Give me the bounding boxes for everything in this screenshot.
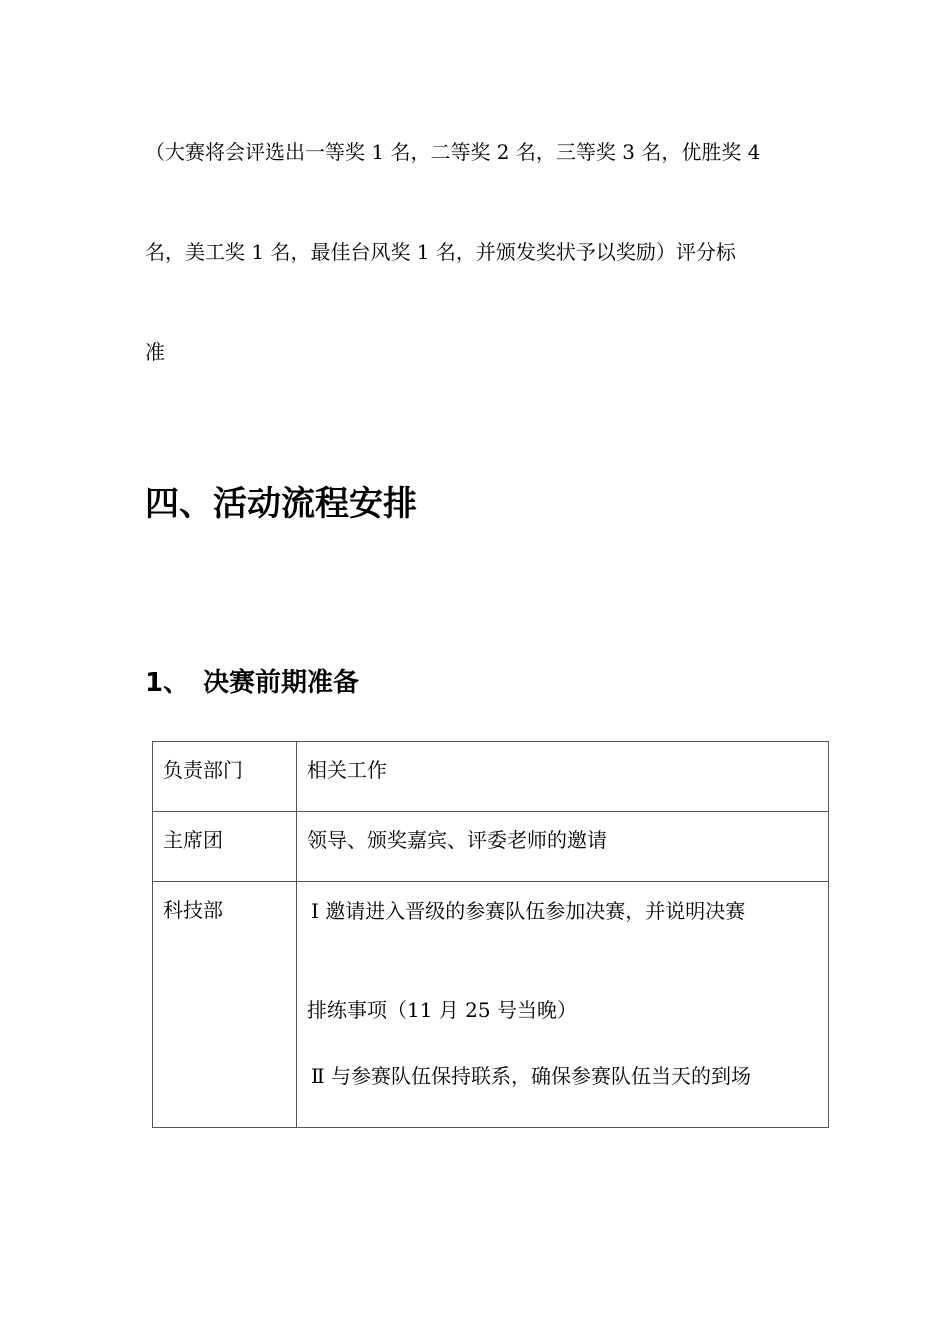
table-cell bbox=[297, 812, 829, 882]
table-cell bbox=[153, 882, 297, 1128]
subsection-number: 1、 bbox=[145, 668, 190, 698]
table-header-row bbox=[153, 742, 829, 812]
row-dept: 主席团 bbox=[163, 828, 223, 852]
table-header-cell bbox=[153, 742, 297, 812]
header-dept: 负责部门 bbox=[163, 758, 243, 782]
table-row bbox=[153, 882, 829, 1128]
row-work-line-1: Ⅰ 邀请进入晋级的参赛队伍参加决赛，并说明决赛 bbox=[311, 899, 746, 923]
intro-line-2: 名，美工奖 1 名，最佳台风奖 1 名，并颁发奖状予以奖励）评分标 bbox=[145, 240, 736, 264]
row-work-block bbox=[297, 882, 828, 1127]
row-work-line-3: Ⅱ 与参赛队伍保持联系，确保参赛队伍当天的到场 bbox=[311, 1064, 751, 1088]
row-work-line-2: 排练事项（11 月 25 号当晚） bbox=[307, 998, 577, 1022]
subsection-heading bbox=[145, 665, 359, 701]
row-work-line: 领导、颁奖嘉宾、评委老师的邀请 bbox=[307, 828, 607, 852]
intro-line-3: 准 bbox=[145, 340, 165, 364]
section-heading: 四、活动流程安排 bbox=[145, 484, 417, 524]
intro-line-1: （大赛将会评选出一等奖 1 名，二等奖 2 名，三等奖 3 名，优胜奖 4 bbox=[145, 140, 761, 164]
header-work: 相关工作 bbox=[307, 758, 387, 782]
row-dept: 科技部 bbox=[163, 898, 223, 922]
table-header-cell bbox=[297, 742, 829, 812]
table-row bbox=[153, 812, 829, 882]
preparation-table bbox=[152, 741, 829, 1128]
table-cell bbox=[297, 882, 829, 1128]
table-cell bbox=[153, 812, 297, 882]
subsection-title: 决赛前期准备 bbox=[203, 668, 360, 698]
